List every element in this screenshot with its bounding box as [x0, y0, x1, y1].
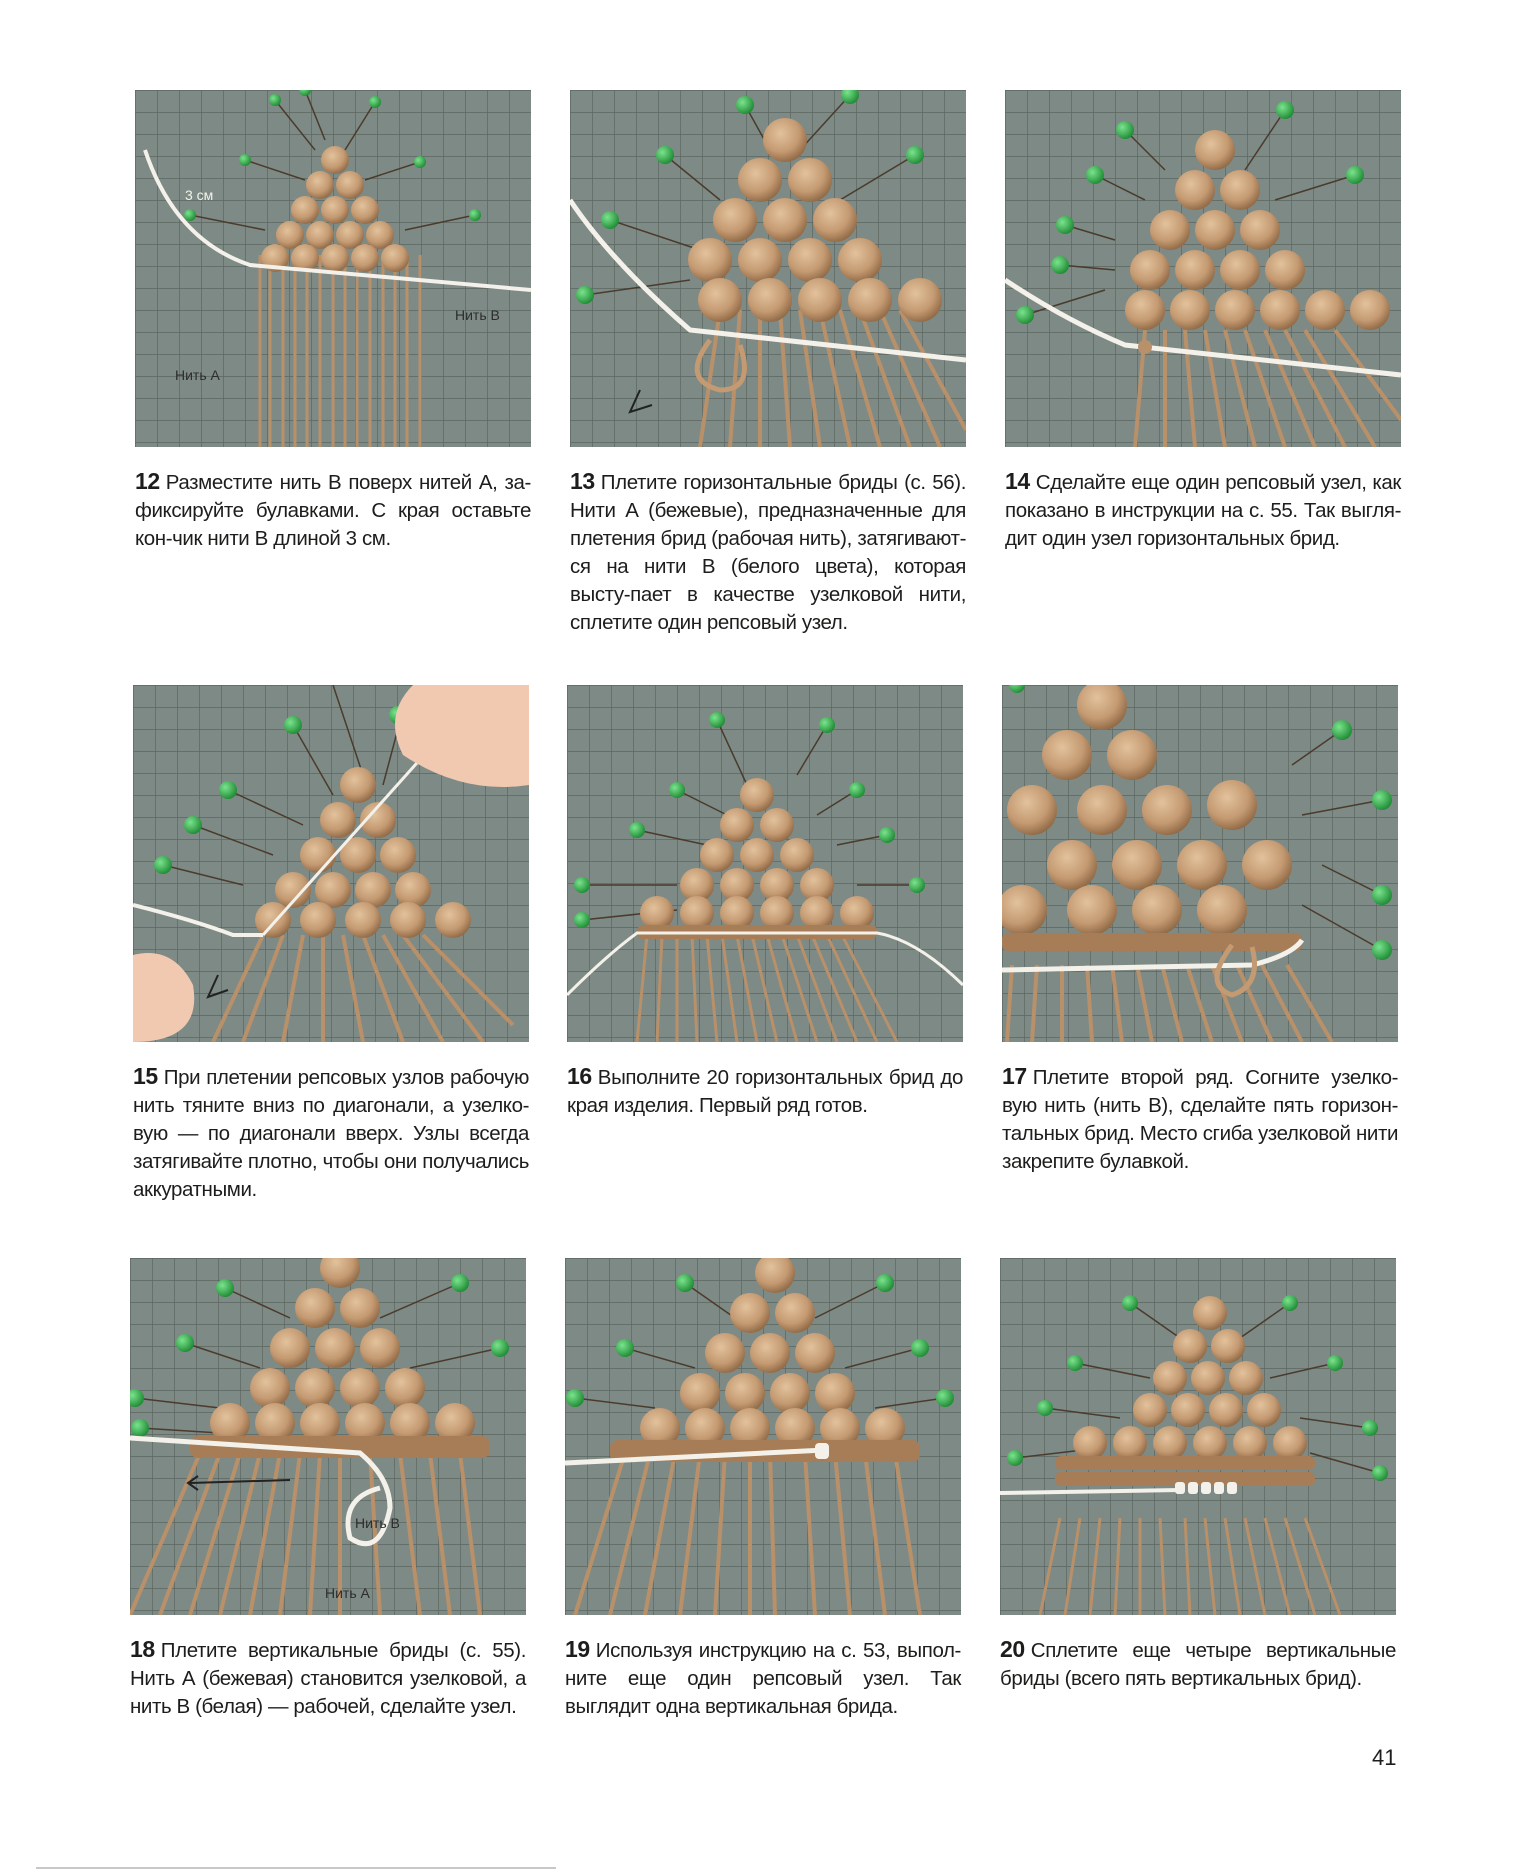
label-3cm: 3 см: [185, 187, 214, 203]
step-number: 14: [1005, 468, 1030, 494]
step-number: 17: [1002, 1063, 1027, 1089]
step-18: [130, 1258, 526, 1721]
step-14-caption: [1005, 467, 1401, 553]
label-thread-a: Нить А: [175, 367, 220, 383]
step-12-photo: [135, 90, 531, 447]
label-thread-a: Нить А: [325, 1585, 370, 1601]
step-17-photo: [1002, 685, 1398, 1042]
step-20-caption: [1000, 1635, 1396, 1693]
step-text: Плетите второй ряд. Согните узелко-вую нить (нить В), сделайте пять горизон-тальных брид. Место сгиба узелковой нити закрепите булавкой.: [1002, 1066, 1398, 1173]
step-19: [565, 1258, 961, 1721]
step-number: 12: [135, 468, 160, 494]
step-number: 18: [130, 1636, 155, 1662]
step-text: Сделайте еще один репсовый узел, как показано в инструкции на с. 55. Так выгля-дит один узел горизонтальных брид.: [1005, 471, 1401, 550]
step-number: 16: [567, 1063, 592, 1089]
step-text: Сплетите еще четыре вертикальные бриды (всего пять вертикальных брид).: [1000, 1639, 1396, 1690]
step-text: Разместите нить В поверх нитей А, за-фиксируйте булавками. С края оставьте кон-чик нити В длиной 3 см.: [135, 471, 531, 550]
step-19-photo: [565, 1258, 961, 1615]
page-number: 41: [1372, 1745, 1397, 1770]
step-17-caption: [1002, 1062, 1398, 1176]
step-text: Плетите горизонтальные бриды (с. 56). Нити А (бежевые), предназначенные для плетения брид (рабочая нить), затягивают-ся на нити В (белого цвета), которая высту-пает в качестве узелковой нити, сплетите один репсовый узел.: [570, 471, 966, 634]
step-19-caption: [565, 1635, 961, 1721]
step-13-photo: [570, 90, 966, 447]
step-12: [135, 90, 531, 553]
step-16-photo: [567, 685, 963, 1042]
step-20: [1000, 1258, 1396, 1693]
step-number: 20: [1000, 1636, 1025, 1662]
step-17: [1002, 685, 1398, 1176]
step-text: При плетении репсовых узлов рабочую нить тяните вниз по диагонали, а узелко-вую — по диагонали вверх. Узлы всегда затягивайте плотно, чтобы они получались аккуратными.: [133, 1066, 529, 1201]
step-15: [133, 685, 529, 1204]
step-20-photo: [1000, 1258, 1396, 1615]
step-14-photo: [1005, 90, 1401, 447]
step-15-photo: [133, 685, 529, 1042]
step-18-caption: [130, 1635, 526, 1721]
step-number: 15: [133, 1063, 158, 1089]
label-thread-b: Нить В: [455, 307, 500, 323]
step-text: Плетите вертикальные бриды (с. 55). Нить А (бежевая) становится узелковой, а нить В (белая) — рабочей, сделайте узел.: [130, 1639, 526, 1718]
step-18-photo: [130, 1258, 526, 1615]
step-number: 13: [570, 468, 595, 494]
step-16: [567, 685, 963, 1120]
step-text: Используя инструкцию на с. 53, выпол-ните еще один репсовый узел. Так выглядит одна вертикальная брида.: [565, 1639, 961, 1718]
step-16-caption: [567, 1062, 963, 1120]
step-12-caption: [135, 467, 531, 553]
bottom-rule: [36, 1867, 556, 1869]
step-15-caption: [133, 1062, 529, 1204]
step-text: Выполните 20 горизонтальных брид до края изделия. Первый ряд готов.: [567, 1066, 963, 1117]
step-14: [1005, 90, 1401, 553]
step-13-caption: [570, 467, 966, 637]
step-13: [570, 90, 966, 637]
label-thread-b: Нить В: [355, 1515, 400, 1531]
step-number: 19: [565, 1636, 590, 1662]
